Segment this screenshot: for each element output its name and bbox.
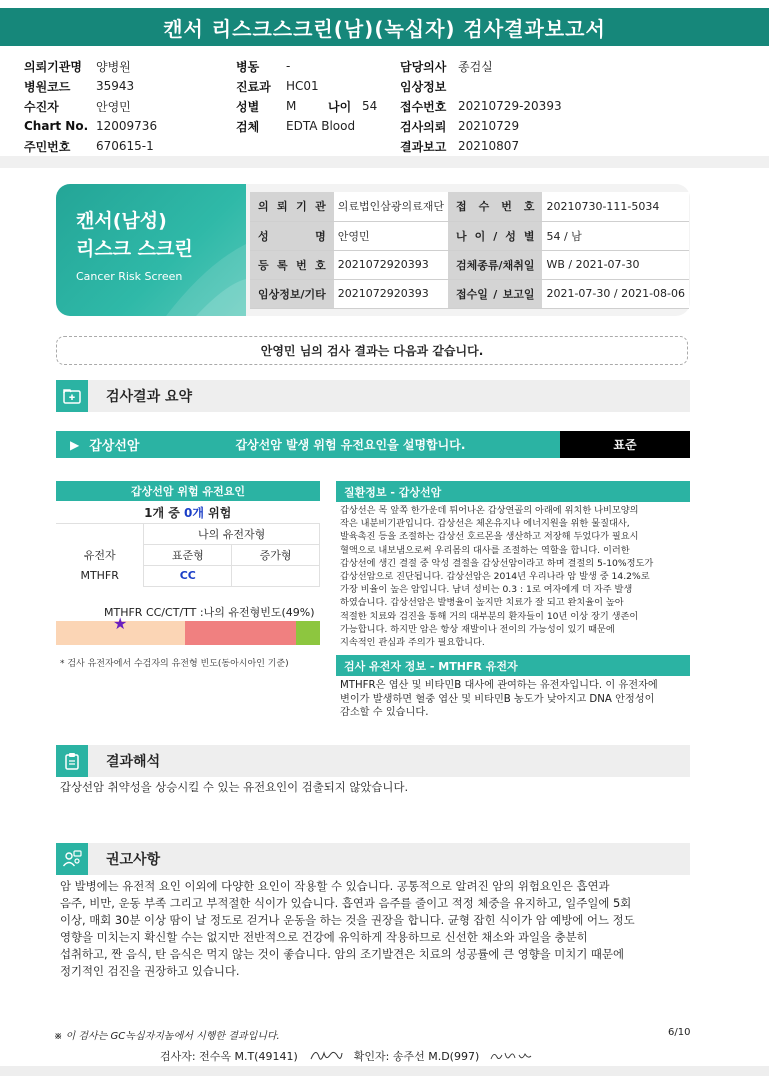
risk-header: 갑상선암 위험 유전요인 xyxy=(56,481,320,501)
info-row xyxy=(400,76,562,96)
info-value: 35943 xyxy=(96,79,135,93)
section-summary-title: 검사결과 요약 xyxy=(106,389,193,405)
card-value: 20210730-111-5034 xyxy=(542,192,689,221)
play-triangle-icon: ▶ xyxy=(70,437,80,452)
text-line: MTHFR은 엽산 및 비타민B 대사에 관여하는 유전자입니다. 이 유전자에 xyxy=(340,680,658,691)
info-value: - xyxy=(286,59,291,73)
info-value: 20210807 xyxy=(458,139,520,153)
info-key: 임상정보 xyxy=(400,79,447,94)
col-increased: 증가형 xyxy=(232,544,320,565)
card-title-line1: 캔서(남성) xyxy=(76,210,167,232)
text-line: 이상, 매회 30분 이상 땀이 날 정도로 걷거나 운동을 하는 것을 권장을 합니다. 균형 잡힌 식이가 암 예방에 어느 정도 xyxy=(60,913,635,927)
risk-count-prefix: 1개 중 xyxy=(144,505,180,520)
text-line: 정기적인 검진을 권장하고 있습니다. xyxy=(60,964,240,978)
text-line: 가장 비율이 높은 암입니다. 남녀 성비는 0.3 : 1로 여자에게 더 자주 발생 xyxy=(340,584,633,596)
card-value: 54 / 남 xyxy=(542,221,689,250)
col-gene: 유전자 xyxy=(83,548,116,562)
section-interpretation xyxy=(56,745,690,777)
card-label: 의 뢰 기 관 xyxy=(250,192,334,221)
info-row xyxy=(24,116,157,136)
info-value: 20210729-20393 xyxy=(458,99,562,113)
card-label: 성 명 xyxy=(250,221,334,250)
star-marker-icon: ★ xyxy=(113,614,128,633)
report-title: 캔서 리스크스크린(남)(녹십자) 검사결과보고서 xyxy=(0,8,769,46)
risk-count-value: 0개 xyxy=(184,505,204,520)
card-value: 의료법인삼광의료재단 xyxy=(334,192,448,221)
card-label: 검체종류/채취일 xyxy=(448,250,542,279)
thyroid-grade: 표준 xyxy=(560,431,690,458)
info-key: 성별 xyxy=(236,99,260,114)
card-label: 나 이 / 성 별 xyxy=(448,221,542,250)
gene-info-header: 검사 유전자 정보 - MTHFR 유전자 xyxy=(336,655,690,676)
info-row xyxy=(400,96,562,116)
text-line: 감소할 수 있습니다. xyxy=(340,707,429,719)
card-info-row xyxy=(250,192,689,221)
disease-info-text xyxy=(340,504,690,649)
section-summary xyxy=(56,380,690,412)
text-line: 발육촉진 등을 조절하는 갑상선 호르몬을 생산하고 저장해 두었다가 필요시 xyxy=(340,531,639,543)
section-recommendation xyxy=(56,843,690,875)
thyroid-name: 갑상선암 xyxy=(89,439,140,454)
text-line: 작은 내분비기관입니다. 갑상선은 체온유지나 에너지원을 위한 물질대사, xyxy=(340,518,630,530)
card-title-line2: 리스크 스크린 xyxy=(76,238,193,260)
info-row xyxy=(24,136,157,156)
gene-name: MTHFR xyxy=(80,569,119,582)
risk-count xyxy=(56,502,320,523)
info-key: 검사의뢰 xyxy=(400,119,447,134)
info-value: 안영민 xyxy=(96,99,131,114)
info-value: HC01 xyxy=(286,79,319,93)
info-row xyxy=(24,76,157,96)
text-line: 가능합니다. 하지만 암은 항상 재발이나 전이의 가능성이 있기 때문에 xyxy=(340,623,615,635)
examiner-signature xyxy=(308,1045,344,1067)
summary-info-table xyxy=(250,192,689,309)
info-row xyxy=(400,136,562,156)
confirmer: 확인자: 송주선 M.D(997) xyxy=(353,1050,480,1063)
risk-table xyxy=(56,502,320,587)
recommendation-text xyxy=(60,878,700,980)
card-label: 접수일 / 보고일 xyxy=(448,279,542,308)
clipboard-icon xyxy=(56,745,88,777)
section-recommendation-title: 권고사항 xyxy=(106,852,161,868)
text-line: 암 발병에는 유전적 요인 이외에 다양한 요인이 작용할 수 있습니다. 공통적으로 알려진 암의 위험요인은 흡연과 xyxy=(60,879,610,893)
risk-blank-cell xyxy=(56,523,144,544)
info-key: 담당의사 xyxy=(400,59,447,74)
info-key: 주민번호 xyxy=(24,139,71,154)
card-label: 임상정보/기타 xyxy=(250,279,334,308)
page-number: 6/10 xyxy=(668,1027,691,1038)
confirmer-signature xyxy=(489,1047,533,1065)
info-value: 670615-1 xyxy=(96,139,154,153)
info-key: 진료과 xyxy=(236,79,271,94)
genotype-standard: CC xyxy=(144,565,232,586)
info-value: M xyxy=(286,99,297,113)
section-interpretation-title: 결과해석 xyxy=(106,754,161,770)
info-value: 종검실 xyxy=(458,59,493,74)
info-value: 양병원 xyxy=(96,59,131,74)
text-line: 적절한 치료와 검진을 통해 거의 대부분의 환자들이 10년 이상 장기 생존이 xyxy=(340,610,639,622)
info-value: 12009736 xyxy=(96,119,158,133)
info-row xyxy=(400,116,562,136)
patient-info-col3 xyxy=(400,56,562,156)
age-label: 나이 xyxy=(328,99,352,114)
folder-add-icon xyxy=(56,380,88,412)
info-key: 접수번호 xyxy=(400,99,447,114)
bottom-band xyxy=(0,1066,769,1076)
footer-note: ※ 이 검사는 GC녹십자지놈에서 시행한 결과입니다. xyxy=(54,1031,280,1042)
info-key: 병동 xyxy=(236,59,260,74)
info-key: 수진자 xyxy=(24,99,59,114)
info-value: 20210729 xyxy=(458,119,520,133)
card-label: 접 수 번 호 xyxy=(448,192,542,221)
thyroid-result-bar xyxy=(56,431,690,458)
info-key: Chart No. xyxy=(24,119,89,133)
info-key: 결과보고 xyxy=(400,139,447,154)
info-row xyxy=(24,96,157,116)
text-line: 하였습니다. 갑상선암은 발병율이 높지만 치료가 잘 되고 완치율이 높아 xyxy=(340,597,624,609)
card-info-row xyxy=(250,279,689,308)
divider xyxy=(0,156,769,168)
info-key: 의뢰기관명 xyxy=(24,59,82,74)
card-value: 안영민 xyxy=(334,221,448,250)
freq-label: MTHFR CC/CT/TT :나의 유전형빈도(49%) xyxy=(104,606,315,619)
info-value: EDTA Blood xyxy=(286,119,356,133)
info-key: 검체 xyxy=(236,119,260,134)
interpretation-text: 갑상선암 취약성을 상승시킬 수 있는 유전요인이 검출되지 않았습니다. xyxy=(60,780,409,794)
info-row xyxy=(236,116,377,136)
col-standard: 표준형 xyxy=(144,544,232,565)
text-line: 변이가 발생하면 혈중 엽산 및 비타민B 농도가 낮아지고 DNA 안정성이 xyxy=(340,693,655,705)
text-line: 섭취하고, 짠 음식, 탄 음식은 먹지 않는 것이 좋습니다. 암의 조기발견은 치료의 성공률에 큰 영향을 미치기 때문에 xyxy=(60,947,624,961)
text-line: 갑상선은 목 앞쪽 한가운데 튀어나온 갑상연골의 아래에 위치한 나비모양의 xyxy=(340,505,639,516)
info-row xyxy=(236,96,377,116)
age-value: 54 xyxy=(362,99,378,113)
card-info-row xyxy=(250,250,689,279)
risk-count-suffix: 위험 xyxy=(208,505,232,520)
summary-card-title xyxy=(56,184,246,316)
genotype-increased xyxy=(232,565,320,586)
info-key: 병원코드 xyxy=(24,79,71,94)
info-row xyxy=(400,56,562,76)
text-line: 영향을 미치는지 확신할 수는 없지만 전반적으로 건강에 유익하게 작용하므로 신선한 채소와 과일을 충분히 xyxy=(60,930,588,944)
signers xyxy=(160,1045,533,1067)
card-subtitle: Cancer Risk Screen xyxy=(76,270,183,283)
gene-info-text xyxy=(340,679,690,720)
greeting: 안영민 님의 검사 결과는 다음과 같습니다. xyxy=(56,336,688,365)
freq-bar xyxy=(56,621,320,645)
text-line: 혈액으로 내보냄으로써 우리몸의 대사를 조절하는 역할을 합니다. 이러한 xyxy=(340,544,630,556)
card-value: 2021072920393 xyxy=(334,250,448,279)
card-value: 2021072920393 xyxy=(334,279,448,308)
info-row xyxy=(236,56,377,76)
patient-info-col2 xyxy=(236,56,377,136)
text-line: 갑상선에 생긴 결절 중 악성 결절을 갑상선암이라고 하며 결절의 5-10%정도가 xyxy=(340,557,654,569)
card-info-row xyxy=(250,221,689,250)
patient-info-col1 xyxy=(24,56,157,156)
card-value: 2021-07-30 / 2021-08-06 xyxy=(542,279,689,308)
info-row xyxy=(236,76,377,96)
disease-info-header: 질환정보 - 갑상선암 xyxy=(336,481,690,502)
text-line: 지속적인 관심과 주의가 필요합니다. xyxy=(340,637,485,649)
info-row xyxy=(24,56,157,76)
patient-info xyxy=(0,52,769,152)
thyroid-desc: 갑상선암 발생 위험 유전요인을 설명합니다. xyxy=(235,438,466,452)
text-line: 음주, 비만, 운동 부족 그리고 부적절한 식이가 있습니다. 흡연과 음주를 줄이고 적정 체중을 유지하고, 일주일에 5회 xyxy=(60,896,632,910)
freq-note: * 검사 유전자에서 수검자의 유전형 빈도(동아시아인 기준) xyxy=(60,659,289,669)
text-line: 갑상선암으로 진단됩니다. 갑상선암은 2014년 우리나라 암 발생 중 14.2%로 xyxy=(340,571,650,583)
card-value: WB / 2021-07-30 xyxy=(542,250,689,279)
people-chat-icon xyxy=(56,843,88,875)
freq-segment xyxy=(185,621,296,645)
card-label: 등 록 번 호 xyxy=(250,250,334,279)
examiner: 검사자: 전수옥 M.T(49141) xyxy=(160,1050,298,1063)
my-genotype-label: 나의 유전자형 xyxy=(144,523,320,544)
freq-segment xyxy=(296,621,320,645)
